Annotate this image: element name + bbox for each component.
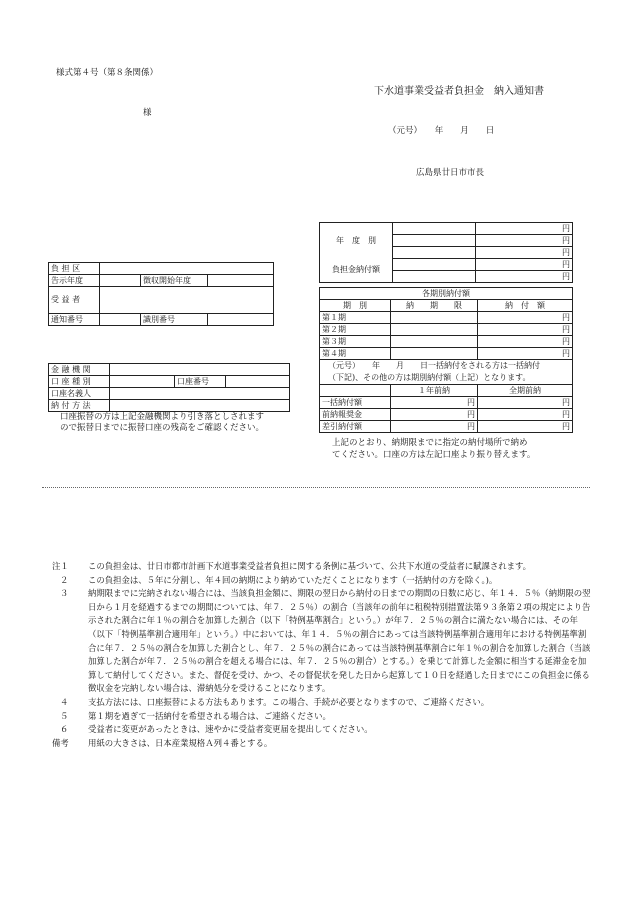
account-type-field[interactable] <box>110 376 175 388</box>
note-item <box>52 696 592 710</box>
full-period-col: 全期前納 <box>478 385 573 397</box>
notice-year-label: 告示年度 <box>49 275 100 287</box>
note-text: 第１期を過ぎて一括納付を希望される場合は、ご連絡ください。 <box>88 710 331 721</box>
district-field[interactable] <box>100 263 274 275</box>
account-type-label: 口 座 種 別 <box>49 376 110 388</box>
amount-yen: 円 <box>478 348 573 360</box>
year-label: 年 度 別 <box>320 223 393 259</box>
payment-method-label: 納 付 方 法 <box>49 400 110 412</box>
prepay-blank <box>320 385 391 397</box>
note-item <box>52 587 592 696</box>
note-text: 受益者に変更があったときは、速やかに受益者変更届を提出してください。 <box>88 724 373 735</box>
prepay-row-label: 差引納付額 <box>320 421 391 433</box>
deadline-field[interactable] <box>391 312 478 324</box>
period-label: 第３期 <box>320 336 391 348</box>
collection-start-year-label: 徴収開始年度 <box>141 275 208 287</box>
amount-yen: 円 <box>478 324 573 336</box>
notice-no-field[interactable] <box>100 314 141 326</box>
note-item <box>52 574 592 588</box>
period-label: 第１期 <box>320 312 391 324</box>
bank-note: 口座振替の方は上記金融機関より引き落としされます ので振替日までに振替口座の残高をご確認ください。 <box>60 412 265 433</box>
account-no-field[interactable] <box>226 376 290 388</box>
prepay-yen: 円 <box>391 397 478 409</box>
notice-no-label: 通知番号 <box>49 314 100 326</box>
amount-yen: 円 <box>478 312 573 324</box>
note-label: 備考 <box>52 737 69 748</box>
issue-date-line: （元号） 年 月 日 <box>388 126 495 136</box>
note-item <box>52 560 592 574</box>
page-title: 下水道事業受益者負担金 納入通知書 <box>374 86 544 97</box>
payment-method-field[interactable] <box>110 400 290 412</box>
year-cell[interactable] <box>393 235 476 247</box>
deadline-field[interactable] <box>391 324 478 336</box>
district-label: 負 担 区 <box>49 263 100 275</box>
account-holder-label: 口座名義人 <box>49 388 110 400</box>
prepay-yen: 円 <box>478 409 573 421</box>
beneficiary-field[interactable] <box>100 287 274 314</box>
note-item <box>52 737 592 751</box>
note-item <box>52 723 592 737</box>
beneficiary-info-table <box>48 262 274 326</box>
lump-sum-text: （元号） 年 月 日一括納付をされる方は一括納付 （下記)、その他の方は期別納付額（上記）となります。 <box>320 360 573 385</box>
deadline-field[interactable] <box>391 336 478 348</box>
id-no-field[interactable] <box>208 314 274 326</box>
beneficiary-label: 受 益 者 <box>49 287 100 314</box>
note-text: この負担金は、５年に分割し、年４回の納期により納めていただくことになります（一括納付の方を除く。)。 <box>88 574 498 585</box>
year-cell[interactable] <box>393 271 476 283</box>
prepay-yen: 円 <box>391 421 478 433</box>
installment-header: 各期別納付額 <box>320 288 573 300</box>
institution-field[interactable] <box>110 364 290 376</box>
one-year-col: １年前納 <box>391 385 478 397</box>
year-yen: 円 <box>476 223 573 235</box>
installment-table <box>319 287 573 433</box>
note-label: ５ <box>60 710 69 721</box>
deadline-field[interactable] <box>391 348 478 360</box>
amount-label: 負担金納付額 <box>320 259 393 283</box>
year-yen: 円 <box>476 259 573 271</box>
id-no-label: 識別番号 <box>141 314 208 326</box>
note-text: この負担金は、廿日市都市計画下水道事業受益者負担に関する条例に基づいて、公共下水道の受益者に賦課されます。 <box>88 561 532 571</box>
period-col: 期 別 <box>320 300 391 312</box>
note-label: 注１ <box>52 561 69 571</box>
year-cell[interactable] <box>393 223 476 235</box>
period-label: 第４期 <box>320 348 391 360</box>
year-yen: 円 <box>476 271 573 283</box>
prepay-yen: 円 <box>478 397 573 409</box>
note-label: ２ <box>60 574 69 585</box>
year-amount-table <box>319 222 573 283</box>
year-yen: 円 <box>476 235 573 247</box>
prepay-row-label: 一括納付額 <box>320 397 391 409</box>
collection-start-year-field[interactable] <box>208 275 274 287</box>
account-no-label: 口座番号 <box>175 376 226 388</box>
notice-year-field[interactable] <box>100 275 141 287</box>
note-item <box>52 710 592 724</box>
prepay-yen: 円 <box>391 409 478 421</box>
form-number: 様式第４号（第８条関係） <box>56 68 159 78</box>
note-text: 用紙の大きさは、日本産業規格Ａ列４番とする。 <box>88 737 273 748</box>
amount-col: 納 付 額 <box>478 300 573 312</box>
cut-line <box>42 487 590 488</box>
note-label: ４ <box>60 696 69 707</box>
period-label: 第２期 <box>320 324 391 336</box>
note-label: ６ <box>60 724 69 735</box>
addressee-suffix: 様 <box>143 108 152 118</box>
deadline-col: 納 期 限 <box>391 300 478 312</box>
payment-instruction: 上記のとおり、納期限までに指定の納付場所で納め てください。口座の方は左記口座より振り替えます。 <box>332 438 536 460</box>
amount-yen: 円 <box>478 336 573 348</box>
prepay-yen: 円 <box>478 421 573 433</box>
account-holder-field[interactable] <box>110 388 290 400</box>
year-cell[interactable] <box>393 259 476 271</box>
institution-label: 金 融 機 関 <box>49 364 110 376</box>
notes-section <box>52 560 592 750</box>
note-text: 納期限までに完納されない場合には、当該負担金額に、期限の翌日から納付の日までの期間の日数に応じ、年１４．５％（納期限の翌日から１月を経過するまでの期間については、年７．２５％）の割合（当該年の前年に租税特別措置法第９３条第２項の規定により告示された割合に年１％の割合を加算した割合（以下「特例基準割合」という。）が年７．２５％の割合に満たない場合には、その年（以下「特例基準割合適用年」という。）中においては、年１４．５％の割合にあっては当該特例基準割合適用年における特例基準割合に年７．２５％の割合を加算した割合とし、年７．２５％の割合にあっては当該特例基準割合に年１％の割合を加算した割合（当該加算した割合が年７．２５％の割合を超える場合には、年７．２５％の割合）とする。）を乗じて計算した金額に相当する延滞金を加算して納付してください。また、督促を受け、かつ、その督促状を発した日から起算して１０日を経過した日までにこの負担金に係る徴収金を完納しない場合は、滞納処分を受けることになります。 <box>88 588 591 694</box>
prepay-row-label: 前納報奨金 <box>320 409 391 421</box>
bank-info-table <box>48 363 290 412</box>
year-yen: 円 <box>476 247 573 259</box>
issuer: 広島県廿日市市長 <box>416 168 485 178</box>
year-cell[interactable] <box>393 247 476 259</box>
note-text: 支払方法には、口座振替による方法もあります。この場合、手続が必要となりますので、ご連絡ください。 <box>88 696 490 707</box>
note-label: ３ <box>60 588 69 599</box>
